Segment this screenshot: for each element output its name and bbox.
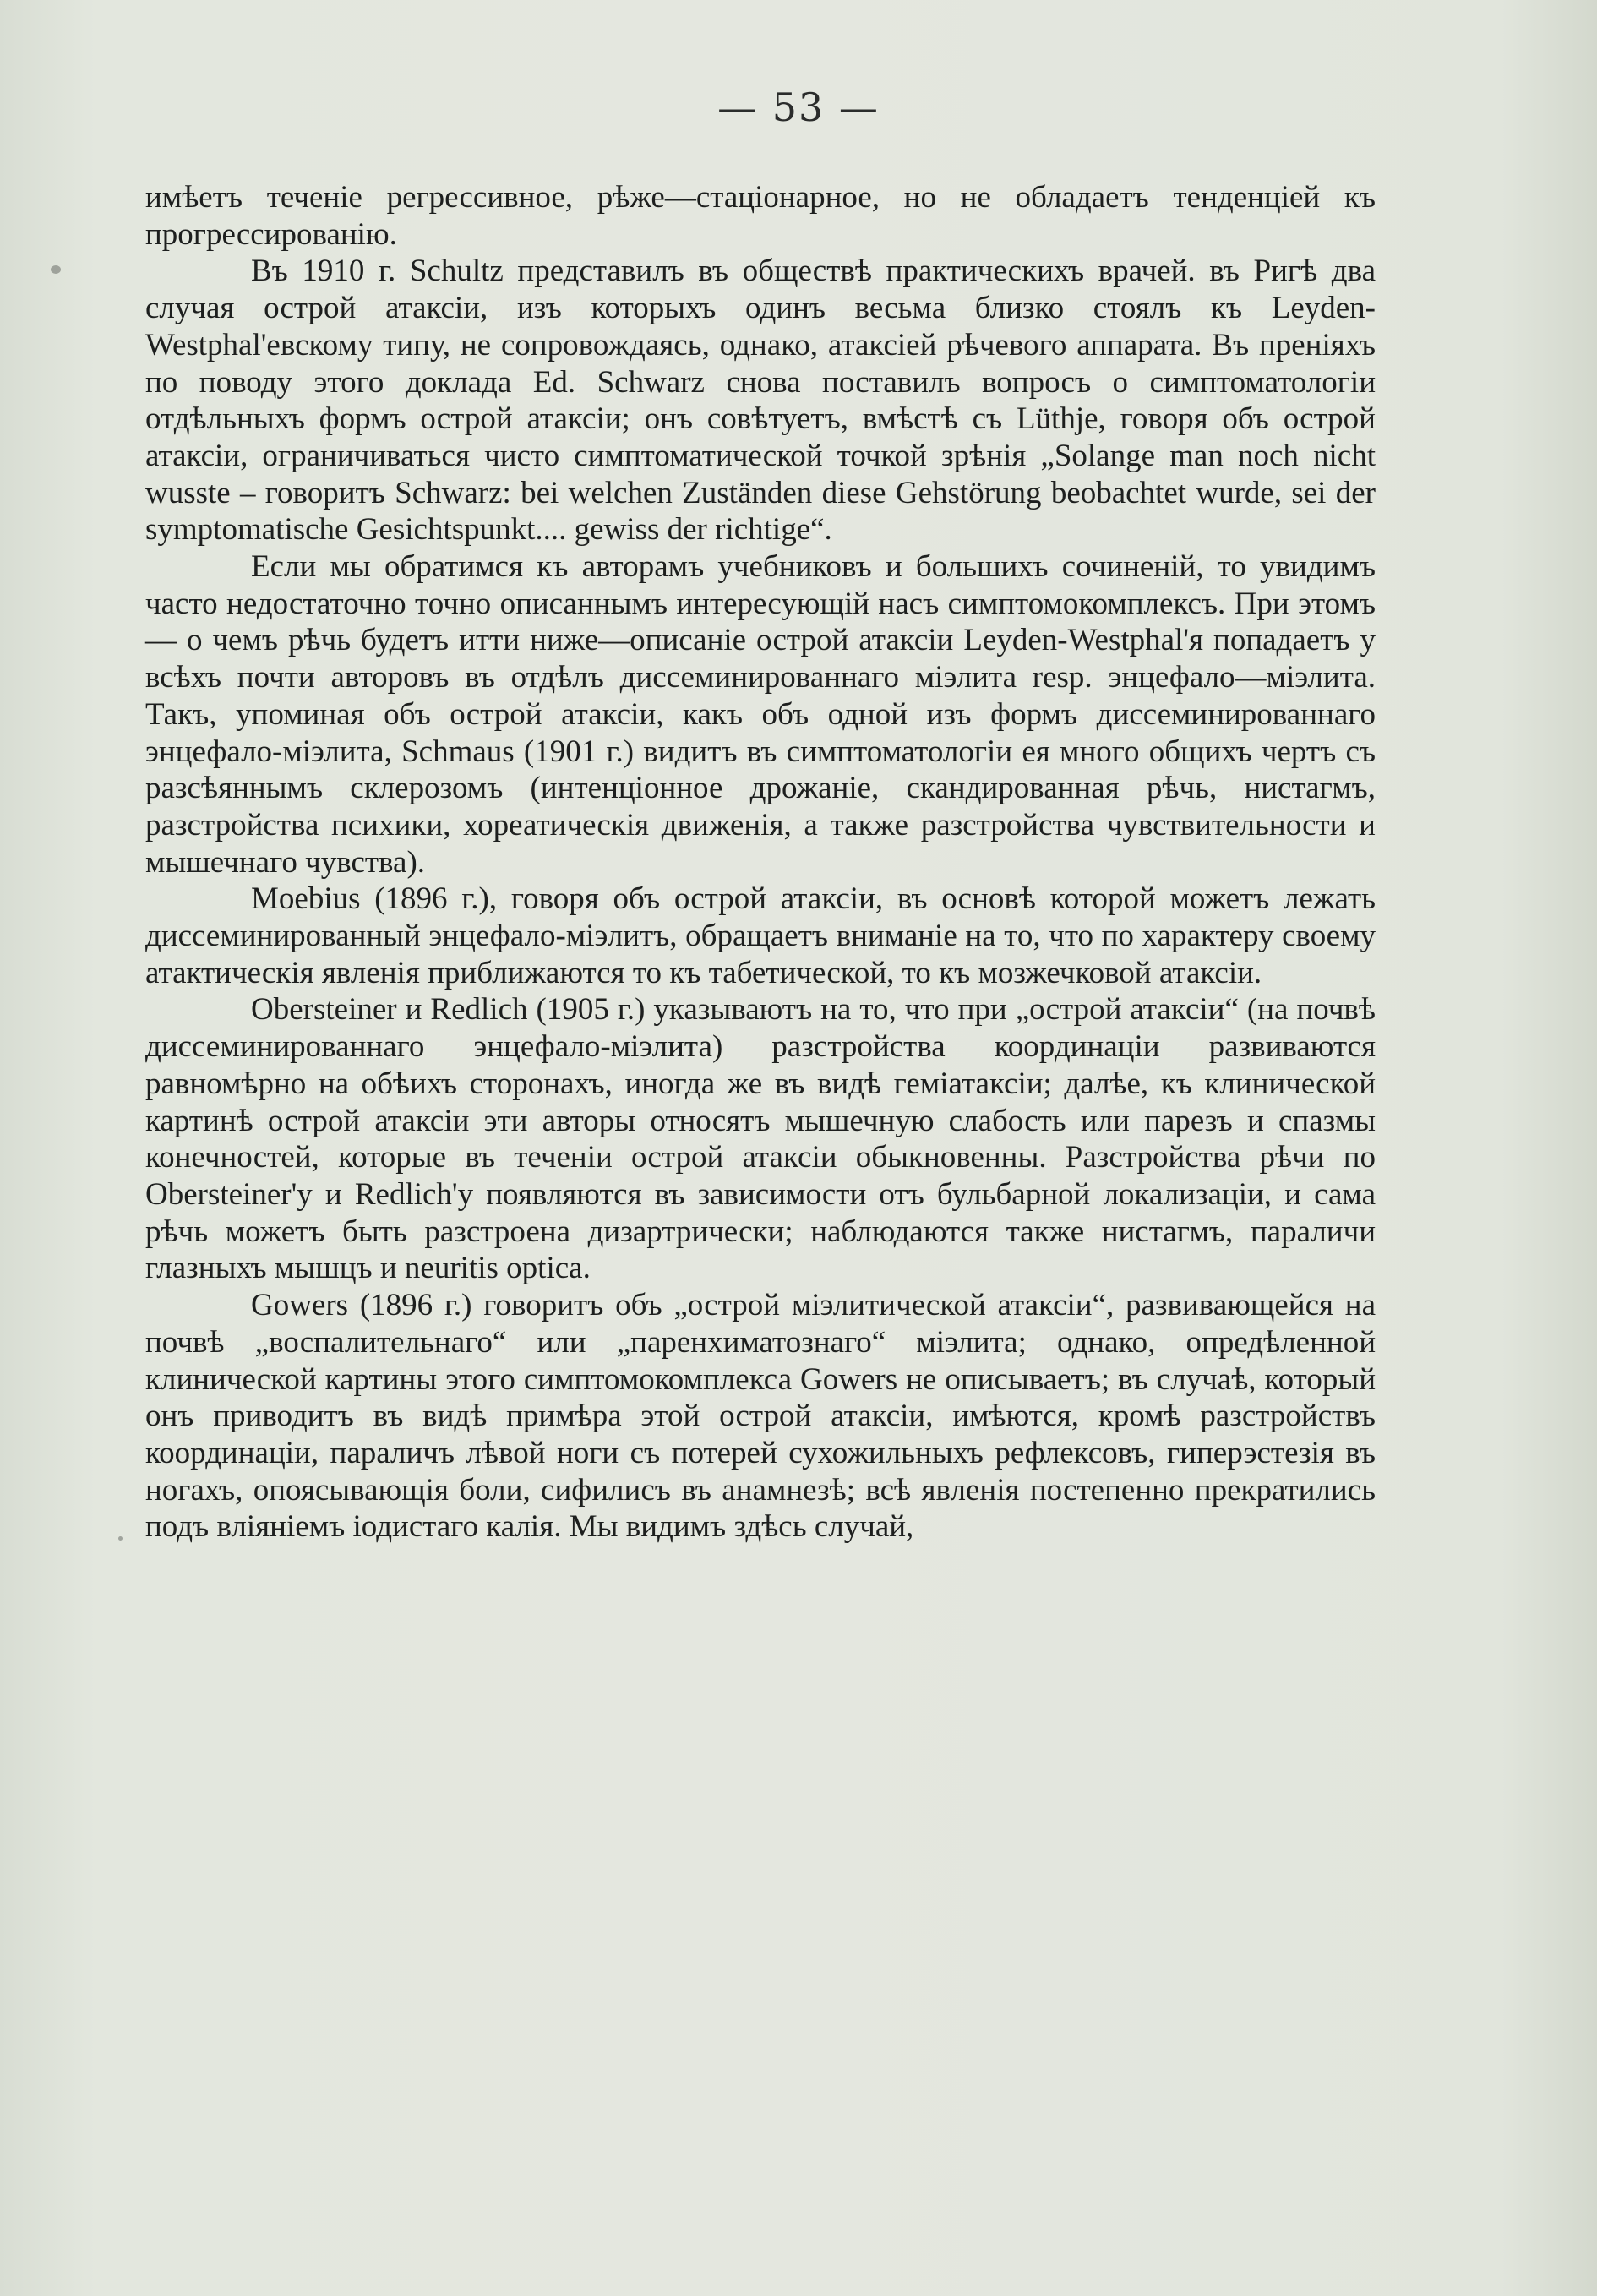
paragraph-continued: имѣетъ теченіе регрессивное, рѣже—стаціонарное, но не обладаетъ тенденціей къ прогрессированію.	[145, 180, 1376, 252]
paper-speck	[51, 265, 61, 274]
paper-speck	[118, 1536, 123, 1541]
paragraph-textbooks: Если мы обратимся къ авторамъ учебниковъ и большихъ сочиненій, то увидимъ часто недостаточно точно описаннымъ интересующій насъ симптомокомплексъ. При этомъ — о чемъ рѣчь будетъ итти ниже—описаніе острой атаксіи Leyden-Westphal'я попадаетъ у всѣхъ почти авторовъ въ отдѣлъ диссеминированнаго міэлита resp. энцефало—міэлита. Такъ, упоминая объ острой атаксіи, какъ объ одной изъ формъ диссеминированнаго энцефало-міэлита, Schmaus (1901 г.) видитъ въ симптоматологіи ея много общихъ чертъ съ разсѣяннымъ склерозомъ (интенціонное дрожаніе, скандированная рѣчь, нистагмъ, разстройства психики, хореатическія движенія, а также разстройства чувствительности и мышечнаго чувства).	[145, 549, 1376, 880]
paragraph-gowers: Gowers (1896 г.) говоритъ объ „острой міэлитической атаксіи“, развивающейся на почвѣ „воспалительнаго“ или „паренхиматознаго“ міэлита; однако, опредѣленной клинической картины этого симптомокомплекса Gowers не описываетъ; въ случаѣ, который онъ приводитъ въ видѣ примѣра этой острой атаксіи, имѣются, кромѣ разстройствъ координаціи, параличъ лѣвой ноги съ потерей сухожильныхъ рефлексовъ, гиперэстезія въ ногахъ, опоясывающія боли, сифилисъ въ анамнезѣ; всѣ явленія постепенно прекратились подъ вліяніемъ іодистаго калія. Мы видимъ здѣсь случай,	[145, 1288, 1376, 1545]
paragraph-obersteiner: Obersteiner и Redlich (1905 г.) указываютъ на то, что при „острой атаксіи“ (на почвѣ диссеминированнаго энцефало-міэлита) разстройства координаціи развиваются равномѣрно на обѣихъ сторонахъ, иногда же въ видѣ геміатаксіи; далѣе, къ клинической картинѣ острой атаксіи эти авторы относятъ мышечную слабость или парезъ и спазмы конечностей, которые въ теченіи острой атаксіи обыкновенны. Разстройства рѣчи по Obersteiner'у и Redlich'у появляются въ зависимости отъ бульбарной локализаціи, и сама рѣчь можетъ быть разстроена дизартрически; наблюдаются также нистагмъ, параличи глазныхъ мышцъ и neuritis optica.	[145, 992, 1376, 1286]
paragraph-schultz: Въ 1910 г. Schultz представилъ въ обществѣ практическихъ врачей. въ Ригѣ два случая острой атаксіи, изъ которыхъ одинъ весьма близко стоялъ къ Leyden-Westphal'евскому типу, не сопровождаясь, однако, атаксіей рѣчевого аппарата. Въ преніяхъ по поводу этого доклада Ed. Schwarz снова поставилъ вопросъ о симптоматологіи отдѣльныхъ формъ острой атаксіи; онъ совѣтуетъ, вмѣстѣ съ Lüthje, говоря объ острой атаксіи, ограничиваться чисто симптоматической точкой зрѣнія „Solange man noch nicht wusste – говоритъ Schwarz: bei welchen Zuständen diese Gehstörung beobachtet wurde, sei der symptomatische Gesichtspunkt.... gewiss der richtige“.	[145, 254, 1376, 548]
page-number: — 53 —	[717, 85, 880, 130]
body-text	[145, 179, 1376, 1546]
paragraph-moebius: Moebius (1896 г.), говоря объ острой атаксіи, въ основѣ которой можетъ лежать диссеминированный энцефало-міэлитъ, обращаетъ вниманіе на то, что по характеру своему атактическія явленія приближаются то къ табетической, то къ мозжечковой атаксіи.	[145, 881, 1376, 990]
